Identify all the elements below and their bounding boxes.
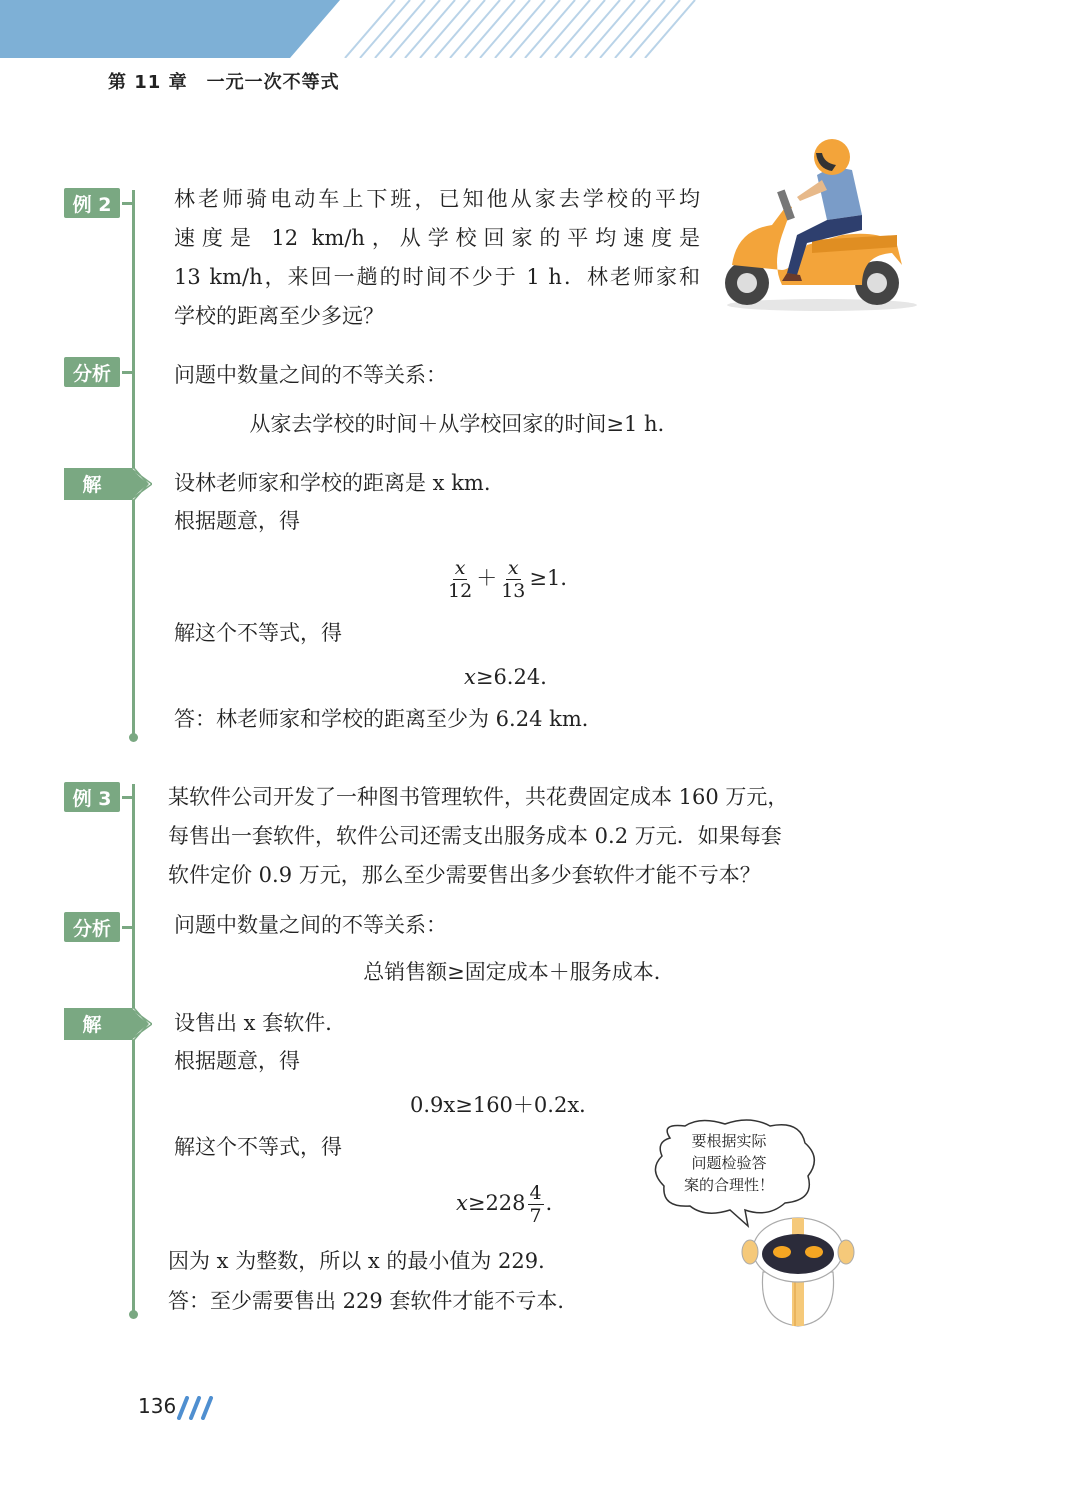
example3-rail-end xyxy=(129,1310,138,1319)
example3-analysis-tick xyxy=(122,926,132,929)
example2-problem-line-1: 林老师骑电动车上下班，已知他从家去学校的平均 xyxy=(174,187,700,211)
example3-solution-set: 设售出 x 套软件． xyxy=(174,1011,347,1035)
example2-solution-label: 解 xyxy=(82,474,102,496)
example3-problem-line-1: 某软件公司开发了一种图书管理软件，共花费固定成本 160 万元， xyxy=(168,785,789,809)
example3-inequality: 0.9x≥160＋0.2x． xyxy=(410,1093,601,1117)
callout-line-3: 案的合理性！ xyxy=(683,1176,774,1194)
chapter-title: 第 11 章 一元一次不等式 xyxy=(108,72,340,93)
fraction-x-over-12 xyxy=(446,557,474,602)
example2-result xyxy=(464,658,561,697)
result-variable: x xyxy=(464,665,476,689)
example3-solve-intro: 解这个不等式，得 xyxy=(174,1135,342,1159)
result-end: ． xyxy=(545,1191,567,1215)
example3-result xyxy=(456,1180,567,1227)
example2-tag: 例 2 xyxy=(64,188,120,218)
example3-solution-accordingly: 根据题意，得 xyxy=(174,1049,300,1073)
example3-analysis-intro: 问题中数量之间的不等关系： xyxy=(174,913,447,937)
fraction-numerator: x xyxy=(507,557,519,579)
example3-integer-note: 因为 x 为整数，所以 x 的最小值为 229． xyxy=(168,1249,560,1273)
inequality-tail: ≥1． xyxy=(529,566,582,590)
example2-rail-end xyxy=(129,733,138,742)
example3-tag-tick xyxy=(122,796,132,799)
example3-answer: 答：至少需要售出 229 套软件才能不亏本． xyxy=(168,1289,579,1313)
callout-line-2: 问题检验答 xyxy=(691,1154,767,1172)
example2-solution-accordingly: 根据题意，得 xyxy=(174,509,300,533)
example3-rail xyxy=(132,784,135,1314)
example2-analysis-tag: 分析 xyxy=(64,357,120,387)
callout-line-1: 要根据实际 xyxy=(691,1132,767,1150)
example3-tag: 例 3 xyxy=(64,782,120,812)
page-number: 136 xyxy=(138,1394,177,1418)
example2-inequality xyxy=(444,556,581,602)
top-banner xyxy=(0,0,1082,58)
plus-sign: ＋ xyxy=(476,566,498,590)
scooter-rider-illustration xyxy=(712,135,922,315)
example2-solution-set: 设林老师家和学校的距离是 x km. xyxy=(174,471,491,495)
fraction-numerator: 4 xyxy=(529,1182,542,1204)
example2-rail xyxy=(132,190,135,736)
result-whole-part: ≥228 xyxy=(467,1191,526,1215)
example2-problem-line-4: 学校的距离至少多远？ xyxy=(174,304,384,328)
fraction-4-over-7 xyxy=(528,1182,544,1227)
example2-solution-tag xyxy=(64,468,152,500)
fraction-denominator: 7 xyxy=(529,1205,542,1227)
example2-problem-line-2: 速度是 12 km/h，从学校回家的平均速度是 xyxy=(174,226,700,250)
example3-analysis-tag: 分析 xyxy=(64,912,120,942)
fraction-denominator: 12 xyxy=(448,580,473,602)
fraction-numerator: x xyxy=(454,557,466,579)
example2-problem-line-3: 13 km/h，来回一趟的时间不少于 1 h．林老师家和 xyxy=(174,265,700,289)
result-variable: x xyxy=(456,1191,468,1215)
example3-relation: 总销售额≥固定成本＋服务成本． xyxy=(363,960,675,984)
example3-solution-tag xyxy=(64,1008,152,1040)
example2-answer: 答：林老师家和学校的距离至少为 6.24 km． xyxy=(174,707,603,731)
callout-text xyxy=(654,1130,804,1196)
fraction-x-over-13 xyxy=(499,557,527,602)
page-number-slashes xyxy=(176,1396,216,1420)
example2-relation: 从家去学校的时间＋从学校回家的时间≥1 h． xyxy=(249,412,679,436)
example2-analysis-tick xyxy=(122,371,132,374)
result-value: ≥6.24． xyxy=(475,665,562,689)
fraction-denominator: 13 xyxy=(501,580,526,602)
example3-problem-line-2: 每售出一套软件，软件公司还需支出服务成本 0.2 万元．如果每套 xyxy=(168,824,782,848)
example3-solution-label: 解 xyxy=(82,1014,102,1036)
example3-problem-line-3: 软件定价 0.9 万元，那么至少需要售出多少套软件才能不亏本？ xyxy=(168,863,761,887)
robot-mascot-illustration xyxy=(738,1212,858,1327)
example2-solve-intro: 解这个不等式，得 xyxy=(174,621,342,645)
example2-tag-tick xyxy=(122,202,132,205)
example2-analysis-intro: 问题中数量之间的不等关系： xyxy=(174,363,447,387)
